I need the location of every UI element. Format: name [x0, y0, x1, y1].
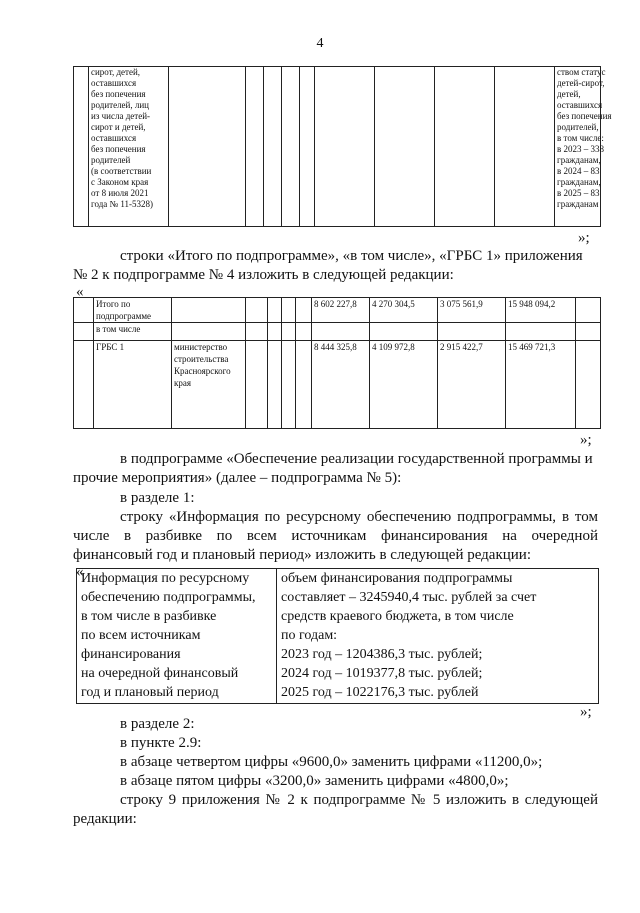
- table-cell: [576, 323, 601, 341]
- table-cell: [74, 341, 94, 429]
- value-cell: 4 109 972,8: [370, 341, 438, 429]
- table-cell: [296, 323, 312, 341]
- open-quote: «: [76, 284, 84, 300]
- table-cell-subject: [89, 67, 169, 227]
- table-cell: [268, 323, 282, 341]
- text-line: детей-сирот,: [557, 78, 605, 88]
- table-cell: [169, 67, 246, 227]
- text-line: гражданам,: [557, 177, 601, 187]
- text-line: составляет – 3245940,4 тыс. рублей за счет: [281, 590, 537, 605]
- text-line: объем финансирования подпрограммы: [281, 571, 513, 586]
- close-quote: »;: [578, 230, 590, 246]
- paragraph-line: в абзаце четвертом цифры «9600,0» заменить цифрами «11200,0»;: [120, 754, 543, 770]
- text-line: оставшихся: [557, 100, 603, 110]
- paragraph-line: прочие мероприятия» (далее – подпрограмма № 5):: [73, 470, 402, 486]
- table-cell: [300, 67, 315, 227]
- table-cell: [74, 323, 94, 341]
- paragraph-line: редакции:: [73, 811, 137, 827]
- text-line: родителей: [91, 155, 131, 165]
- text-line: в том числе в разбивке: [81, 609, 217, 624]
- text-line: обеспечению подпрограммы,: [81, 590, 256, 605]
- row-label: в том числе: [94, 323, 172, 341]
- table-cell: [495, 67, 555, 227]
- info-table: [76, 568, 599, 704]
- text-line: детей,: [557, 89, 581, 99]
- text-line: года № 11-5328): [91, 199, 154, 209]
- paragraph-line: в разделе 2:: [120, 716, 195, 732]
- open-quote: «: [76, 564, 84, 580]
- text-line: из числа детей-: [91, 111, 151, 121]
- table-cell: [506, 323, 576, 341]
- info-value-cell: [277, 569, 599, 704]
- text-line: без попечения: [91, 144, 146, 154]
- table-subprogram-totals: [73, 297, 601, 429]
- table-cell: [282, 298, 296, 323]
- value-cell: 3 075 561,9: [438, 298, 506, 323]
- text-line: гражданам,: [557, 155, 601, 165]
- value-cell: 4 270 304,5: [370, 298, 438, 323]
- text-line: на очередной финансовый: [81, 666, 239, 681]
- text-line: по всем источникам: [81, 628, 201, 643]
- org-cell: министерство строительства Красноярского края: [172, 341, 246, 429]
- text-line: без попечения: [91, 89, 146, 99]
- value-cell: 8 602 227,8: [312, 298, 370, 323]
- paragraph-line: в подпрограмме «Обеспечение реализации государственной программы и: [120, 451, 593, 467]
- table-cell: [268, 298, 282, 323]
- text-line: в 2025 – 83: [557, 188, 600, 198]
- text-line: сирот и детей,: [91, 122, 146, 132]
- paragraph-line: в разделе 1:: [120, 490, 195, 506]
- text-line: без попечения: [557, 111, 612, 121]
- value-cell: 2 915 422,7: [438, 341, 506, 429]
- text-line: 2023 год – 1204386,3 тыс. рублей;: [281, 647, 483, 662]
- page-number: 4: [316, 36, 324, 51]
- text-line: по годам:: [281, 628, 338, 643]
- table-cell: [296, 298, 312, 323]
- table-continuation: [73, 66, 612, 227]
- table-cell: [370, 323, 438, 341]
- text-line: в 2024 – 83: [557, 166, 600, 176]
- text-line: с Законом края: [91, 177, 149, 187]
- value-cell: 8 444 325,8: [312, 341, 370, 429]
- paragraph-line: финансовый год и плановый период» изложить в следующей редакции:: [73, 547, 532, 563]
- text-line: гражданам: [557, 199, 599, 209]
- table-cell: [312, 323, 370, 341]
- table-cell: [246, 341, 268, 429]
- table-cell: [74, 67, 89, 227]
- paragraph-line: строку 9 приложения № 2 к подпрограмме № 5 изложить в следующей: [120, 792, 598, 808]
- paragraph-line: № 2 к подпрограмме № 4 изложить в следующей редакции:: [73, 267, 454, 283]
- table-cell: [576, 341, 601, 429]
- text-line: 2024 год – 1019377,8 тыс. рублей;: [281, 666, 483, 681]
- table-cell: [282, 323, 296, 341]
- text-line: родителей,: [557, 122, 599, 132]
- text-line: средств краевого бюджета, в том числе: [281, 609, 514, 624]
- text-line: оставшихся: [91, 78, 137, 88]
- table-cell: [282, 67, 300, 227]
- text-line: Информация по ресурсному: [81, 571, 250, 586]
- table-cell: [264, 67, 282, 227]
- row-label: Итого по подпрограмме: [94, 298, 172, 323]
- table-cell: [296, 341, 312, 429]
- text-line: ством статус: [557, 67, 606, 77]
- table-cell: [172, 298, 246, 323]
- text-line: финансирования: [81, 647, 181, 662]
- paragraph-line: строку «Информация по ресурсному обеспечению подпрограммы, в том: [120, 509, 598, 525]
- table-cell: [74, 298, 94, 323]
- close-quote: »;: [580, 432, 592, 448]
- paragraph-line: строки «Итого по подпрограмме», «в том числе», «ГРБС 1» приложения: [120, 248, 583, 264]
- text-line: оставшихся: [91, 133, 137, 143]
- table-cell: [246, 298, 268, 323]
- table-cell-result: [555, 67, 612, 227]
- table-cell: [375, 67, 435, 227]
- text-line: в том числе:: [557, 133, 604, 143]
- table-cell: [172, 323, 246, 341]
- table-cell: [268, 341, 282, 429]
- table-cell: [246, 323, 268, 341]
- table-cell: [282, 341, 296, 429]
- close-quote: »;: [580, 704, 592, 720]
- value-cell: 15 469 721,3: [506, 341, 576, 429]
- text-line: от 8 июля 2021: [91, 188, 149, 198]
- text-line: год и плановый период: [81, 685, 219, 700]
- row-label: ГРБС 1: [94, 341, 172, 429]
- paragraph-line: в пункте 2.9:: [120, 735, 202, 751]
- text-line: (в соответствии: [91, 166, 152, 176]
- info-label-cell: [77, 569, 277, 704]
- table-cell: [246, 67, 264, 227]
- table-cell: [315, 67, 375, 227]
- value-cell: 15 948 094,2: [506, 298, 576, 323]
- paragraph-line: числе в разбивке по всем источникам финансирования на очередной: [73, 528, 598, 544]
- table-cell: [435, 67, 495, 227]
- text-line: сирот, детей,: [91, 67, 141, 77]
- text-line: родителей, лиц: [91, 100, 149, 110]
- paragraph-line: в абзаце пятом цифры «3200,0» заменить цифрами «4800,0»;: [120, 773, 509, 789]
- text-line: в 2023 – 338: [557, 144, 604, 154]
- table-cell: [438, 323, 506, 341]
- table-cell: [576, 298, 601, 323]
- text-line: 2025 год – 1022176,3 тыс. рублей: [281, 685, 479, 700]
